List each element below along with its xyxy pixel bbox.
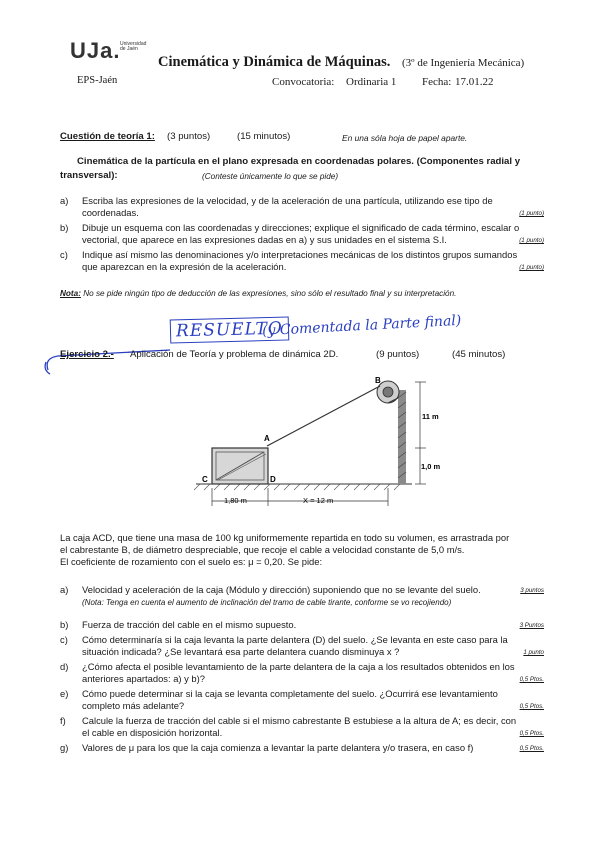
dim-1m: 1,0 m bbox=[421, 462, 441, 471]
fecha-value: 17.01.22 bbox=[455, 76, 494, 88]
points-badge: 1 punto bbox=[523, 649, 544, 656]
question1-instruction: (Conteste únicamente lo que se pide) bbox=[202, 172, 339, 181]
item-a-note: (Nota: Tenga en cuenta el aumento de inclinación del tramo de cable tirante, conforme se vo recojiendo) bbox=[82, 598, 452, 607]
label-C: C bbox=[202, 475, 208, 484]
logo-text: UJa. bbox=[70, 38, 121, 63]
exercise2-intro-2: el cabrestante B, de diámetro despreciable, que recoje el cable a velocidad constante de 5,0 m/s. bbox=[60, 544, 465, 555]
course-title: Cinemática y Dinámica de Máquinas. bbox=[158, 54, 391, 70]
cable bbox=[267, 386, 380, 446]
question1-time: (15 minutos) bbox=[237, 131, 291, 142]
points-badge: 3 Puntos bbox=[519, 622, 544, 629]
handwritten-comment: (y Comentada la Parte final) bbox=[261, 312, 462, 340]
points-badge: (1 punto) bbox=[519, 237, 544, 244]
points-badge: (1 punto) bbox=[519, 210, 544, 217]
question1-label: Cuestión de teoría 1: bbox=[60, 131, 155, 142]
dim-11m: 11 m bbox=[422, 412, 439, 421]
points-badge: 0,5 Ptos. bbox=[519, 676, 544, 683]
label-D: D bbox=[270, 475, 276, 484]
dim-x: X = 12 m bbox=[303, 496, 334, 505]
logo-sub-1: Universidad bbox=[120, 41, 147, 47]
convocatoria-label: Convocatoria: bbox=[272, 76, 335, 88]
exercise2-points: (9 puntos) bbox=[376, 349, 420, 360]
note-label: Nota: bbox=[60, 289, 81, 298]
label-B: B bbox=[375, 376, 381, 385]
question1-note bbox=[60, 289, 456, 298]
question1-points: (3 puntos) bbox=[167, 131, 211, 142]
exercise2-intro-3: El coeficiente de rozamiento con el suelo es: μ = 0,20. Se pide: bbox=[60, 556, 323, 567]
question1-topic-line2: transversal): bbox=[60, 170, 118, 181]
dim-box-width: 1,80 m bbox=[224, 496, 247, 505]
convocatoria-value: Ordinaria 1 bbox=[346, 76, 397, 88]
fecha-label: Fecha: bbox=[422, 76, 452, 88]
points-badge: (1 punto) bbox=[519, 264, 544, 271]
points-badge: 0,5 Ptos. bbox=[519, 745, 544, 752]
crate bbox=[212, 448, 268, 484]
ground-hatch bbox=[194, 484, 400, 490]
exercise2-intro-1: La caja ACD, que tiene una masa de 100 kg uniformemente repartida en todo su volumen, es arrastrada por bbox=[60, 532, 510, 543]
handwritten-bracket bbox=[40, 318, 180, 378]
exercise2-label: Ejercicio 2.- bbox=[60, 349, 114, 360]
question1-topic-line1: Cinemática de la partícula en el plano expresada en coordenadas polares. (Componentes radial y bbox=[77, 156, 521, 167]
points-badge: 0,5 Ptos. bbox=[519, 730, 544, 737]
question1-sheet-note: En una sóla hoja de papel aparte. bbox=[342, 133, 468, 143]
label-A: A bbox=[264, 434, 270, 443]
course-subtitle: (3º de Ingeniería Mecánica) bbox=[402, 57, 525, 69]
points-badge: 0,5 Ptos. bbox=[519, 703, 544, 710]
points-badge: 3 puntos bbox=[520, 587, 544, 594]
mechanism-figure bbox=[190, 372, 450, 522]
logo-sub-2: de Jaén bbox=[120, 46, 138, 52]
resuelto-stamp: RESUELTO bbox=[170, 316, 289, 343]
note-text: No se pide ningún tipo de deducción de las expresiones, sino sólo el resultado final y su interpretación. bbox=[83, 289, 457, 298]
university-logo bbox=[70, 38, 150, 66]
exercise2-description: Aplicación de Teoría y problema de dinámica 2D. bbox=[130, 349, 339, 360]
school-name: EPS-Jaén bbox=[77, 75, 118, 86]
exercise2-time: (45 minutos) bbox=[452, 349, 506, 360]
